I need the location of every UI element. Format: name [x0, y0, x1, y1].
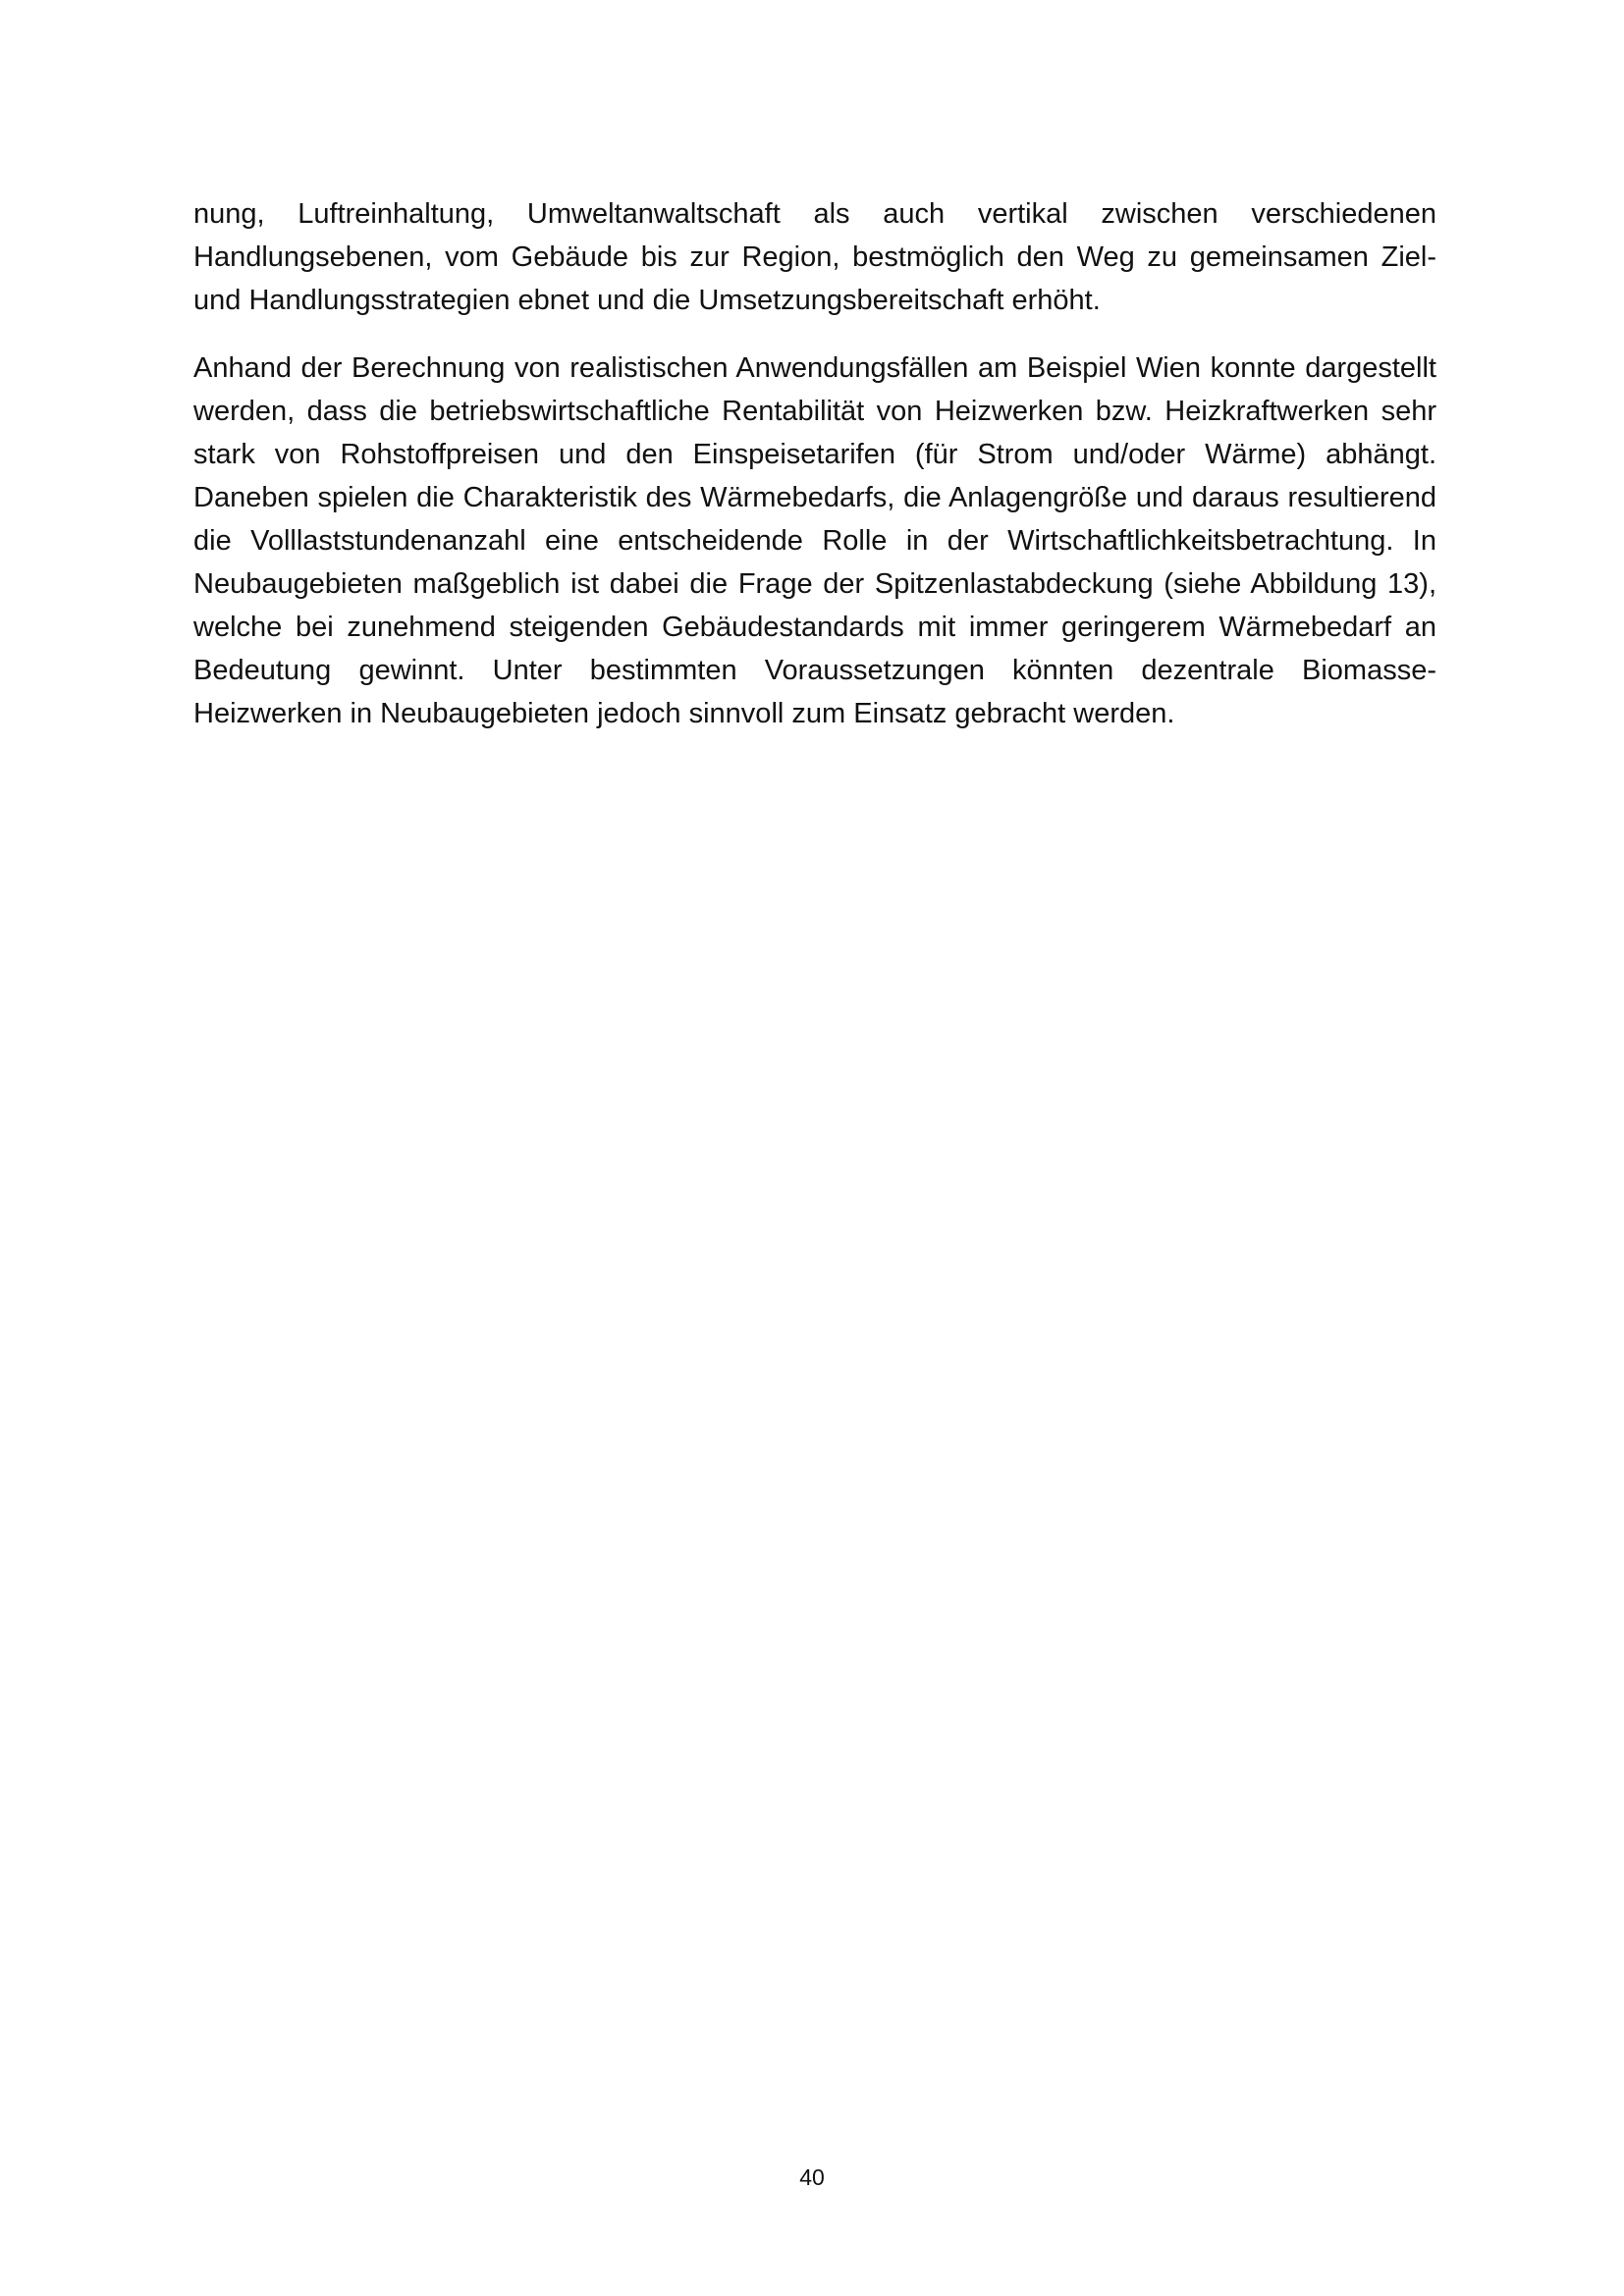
body-text: [193, 192, 1436, 735]
paragraph-continuation: nung, Luftreinhaltung, Umweltanwaltschaft als auch vertikal zwischen verschiedenen Handlungsebenen, vom Gebäude bis zur Region, bestmöglich den Weg zu gemeinsamen Ziel- und Handlungsstrategien ebnet und die Umsetzungsbereitschaft erhöht.: [193, 198, 1436, 316]
page-number: 40: [799, 2164, 825, 2190]
paragraph-case-study: Anhand der Berechnung von realistischen Anwendungsfällen am Beispiel Wien konnte dargestellt werden, dass die betriebswirtschaftliche Rentabilität von Heizwerken bzw. Heizkraftwerken sehr stark von Rohstoffpreisen und den Einspeisetarifen (für Strom und/oder Wärme) abhängt. Daneben spielen die Charakteristik des Wärmebedarfs, die Anlagengröße und daraus resultierend die Volllaststundenanzahl eine entscheidende Rolle in der Wirtschaftlichkeitsbetrachtung. In Neubaugebieten maßgeblich ist dabei die Frage der Spitzenlastabdeckung (siehe Abbildung 13), welche bei zunehmend steigenden Gebäudestandards mit immer geringerem Wärmebedarf an Bedeutung gewinnt. Unter bestimmten Voraussetzungen könnten dezentrale Biomasse-Heizwerken in Neubaugebieten jedoch sinnvoll zum Einsatz gebracht werden.: [193, 352, 1436, 729]
